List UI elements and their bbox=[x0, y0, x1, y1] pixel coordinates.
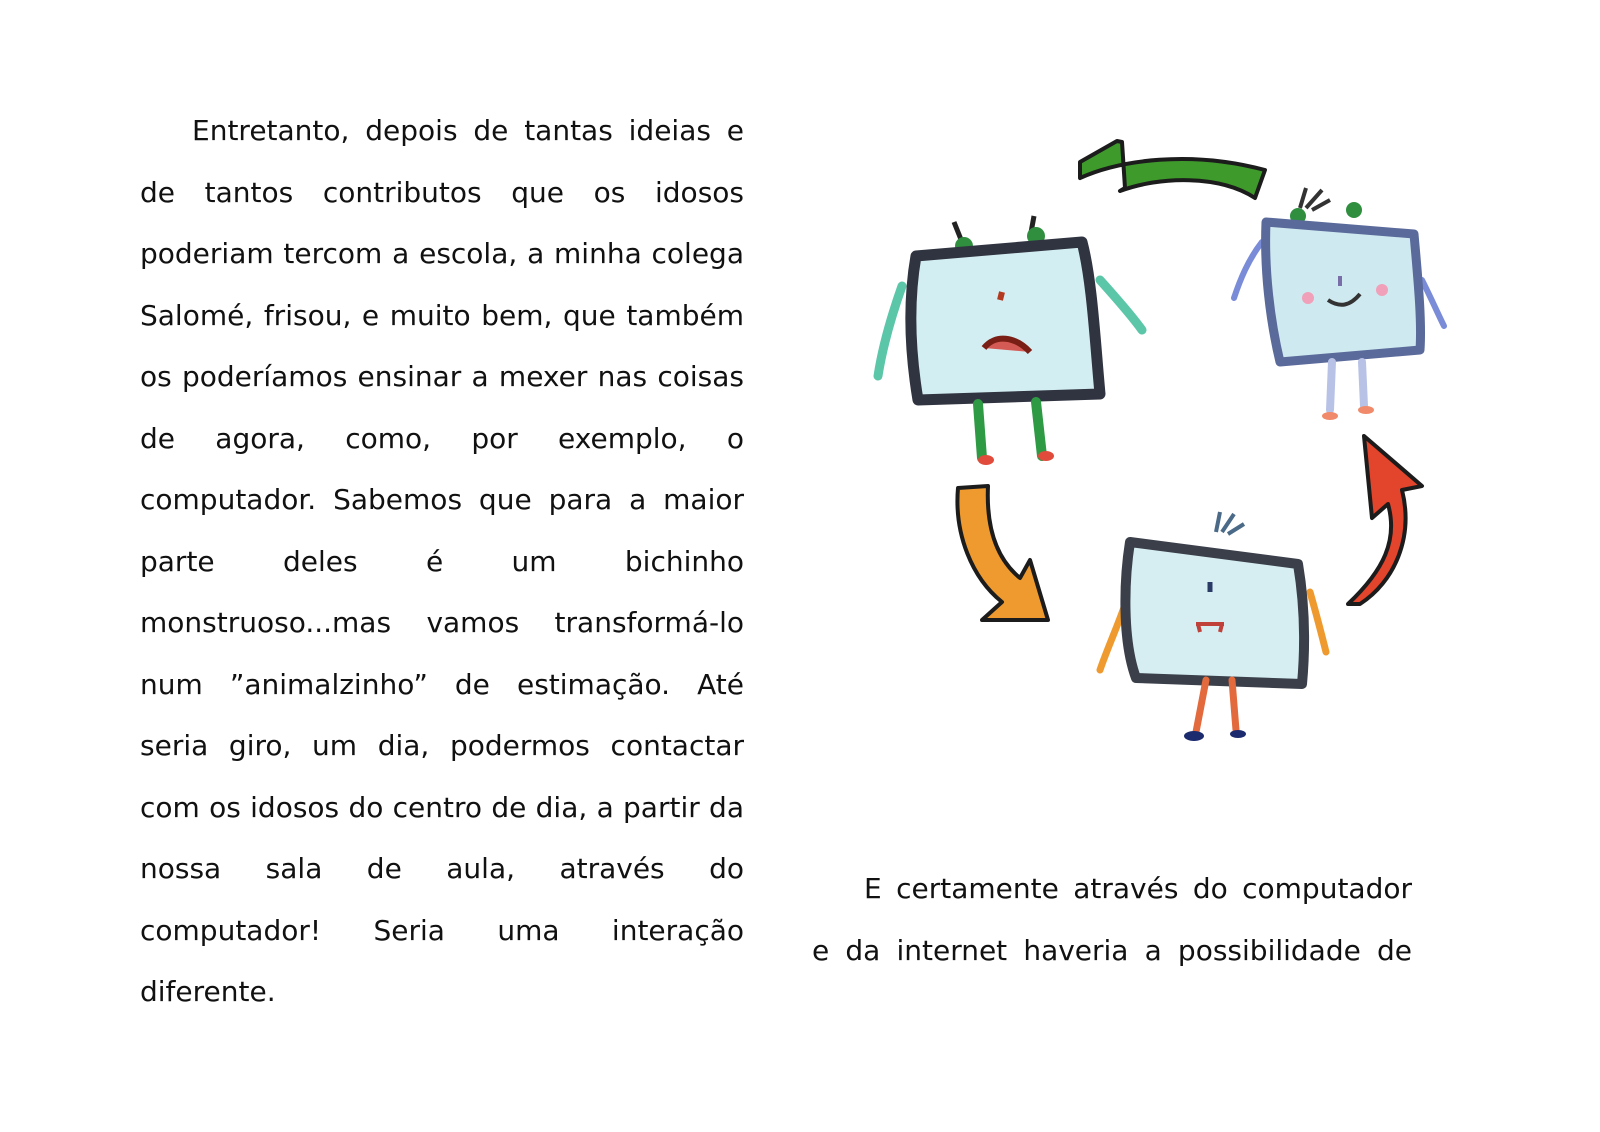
left-text-column bbox=[140, 100, 744, 1023]
right-paragraph: E certamente através do computador e da internet haveria a possibilidade de bbox=[812, 872, 1412, 967]
neutral-monitor-character bbox=[1100, 512, 1326, 741]
left-paragraph: Entretanto, depois de tantas ideias e de tantos contributos que os idosos poderiam tercom a escola, a minha colega Salomé, frisou, e muito bem, que também os poderíamos ensinar a mexer nas coisas de agora, como, por exemplo, o computador. Sabemos que para a maior parte deles é um bichinho monstruoso...mas vamos transformá-lo num ”animalzinho” de estimação. Até seria giro, um dia, podermos contactar com os idosos do centro de dia, a partir da nossa sala de aula, através do computador! Seria uma interação diferente. bbox=[140, 114, 744, 1008]
smiling-monitor-character bbox=[1234, 188, 1444, 420]
sad-monitor-character bbox=[878, 216, 1142, 465]
right-text-column bbox=[812, 858, 1412, 981]
red-arrow-icon bbox=[1348, 436, 1422, 604]
green-arrow-icon bbox=[1080, 141, 1265, 198]
orange-arrow-icon bbox=[957, 486, 1048, 620]
computer-cycle-illustration bbox=[870, 130, 1460, 790]
